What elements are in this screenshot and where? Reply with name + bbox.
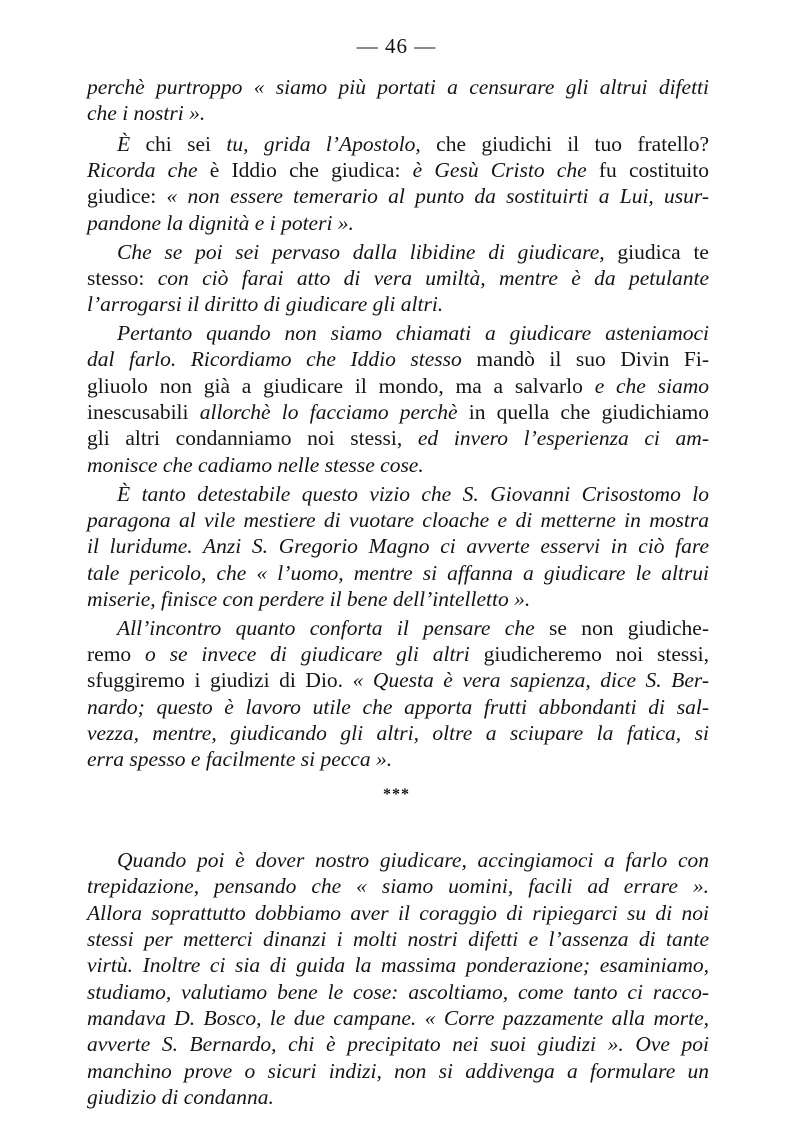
text-line: [87, 694, 709, 721]
text-line: [87, 667, 709, 694]
text-segment: dal farlo. Ricordiamo che Iddio stesso: [87, 347, 462, 371]
page-number: — 46 —: [356, 34, 437, 58]
text-segment: miserie, finisce con perdere il bene dell’intelletto ».: [87, 587, 531, 611]
text-segment: allorchè lo facciamo perchè: [199, 400, 458, 424]
text-line: [117, 481, 709, 508]
text-line: [87, 900, 709, 927]
text-segment: manchino prove o sicuri indizi, non si addivenga a formulare un: [87, 1059, 709, 1083]
text-line: [87, 533, 709, 560]
text-segment: e che siamo: [594, 374, 709, 398]
text-line: [117, 320, 709, 347]
text-segment: Pertanto quando non siamo chiamati a giudicare asteniamoci: [117, 321, 709, 345]
text-segment: Ricorda che: [87, 158, 198, 182]
text-segment: All’incontro quanto conforta il pensare che: [117, 616, 535, 640]
text-segment: gli altri condanniamo noi stessi,: [87, 426, 418, 450]
text-segment: l’arrogarsi il diritto di giudicare gli altri.: [87, 292, 444, 316]
text-segment: gliuolo non già a giudicare il mondo, ma a salvarlo: [87, 374, 595, 398]
text-segment: mandava D. Bosco, le due campane. « Corre pazzamente alla morte,: [87, 1006, 709, 1030]
text-segment: ed invero l’esperienza ci am-: [417, 426, 709, 450]
text-segment: studiamo, valutiamo bene le cose: ascoltiamo, come tanto ci racco-: [87, 980, 709, 1004]
text-segment: giudica te: [604, 240, 709, 264]
text-segment: « Questa è vera sapienza, dice S. Ber-: [352, 668, 709, 692]
text-line: [87, 1005, 709, 1032]
text-segment: sfuggiremo i giudizi di Dio.: [87, 668, 353, 692]
text-segment: remo: [87, 642, 146, 666]
text-line: [87, 586, 709, 613]
text-line: [117, 131, 709, 158]
text-segment: paragona al vile mestiere di vuotare cloache e di metterne in mostra: [87, 508, 709, 532]
text-line: [87, 641, 709, 668]
text-line: [87, 291, 709, 318]
text-line: [87, 873, 709, 900]
text-line: [87, 1084, 709, 1111]
text-line: [87, 265, 709, 292]
text-line: [87, 926, 709, 953]
text-segment: con ciò farai atto di vera umiltà, mentre è da petulante: [157, 266, 709, 290]
text-segment: vezza, mentre, giudicando gli altri, oltre a sciupare la fatica, si: [87, 721, 709, 745]
text-line: [87, 1031, 709, 1058]
text-segment: tale pericolo, che « l’uomo, mentre si affanna a giudicare le altrui: [87, 561, 709, 585]
text-line: [87, 157, 709, 184]
text-line: [87, 373, 709, 400]
text-line: [87, 979, 709, 1006]
text-line: [87, 1058, 709, 1085]
text-line: [87, 720, 709, 747]
text-segment: nardo; questo è lavoro utile che apporta frutti abbondanti di sal-: [87, 695, 709, 719]
text-segment: mandò il suo Divin Fi-: [461, 347, 709, 371]
text-segment: giudice:: [87, 184, 167, 208]
text-segment: è Iddio che giudica:: [197, 158, 413, 182]
text-line: [87, 399, 709, 426]
text-segment: giudizio di condanna.: [87, 1085, 274, 1109]
text-line: [87, 560, 709, 587]
text-line: [87, 952, 709, 979]
text-line: [87, 183, 709, 210]
text-segment: stessi per metterci dinanzi i molti nostri difetti e l’assenza di tante: [87, 927, 709, 951]
text-line: [117, 615, 709, 642]
text-segment: « non essere temerario al punto da sostituirti a Lui, usur-: [166, 184, 709, 208]
text-segment: avverte S. Bernardo, chi è precipitato nei suoi giudizi ». Ove poi: [87, 1032, 709, 1056]
text-segment: tu, grida l’Apostolo,: [226, 132, 421, 156]
text-segment: erra spesso e facilmente si pecca ».: [87, 747, 393, 771]
text-segment: trepidazione, pensando che « siamo uomini, facili ad errare ».: [87, 874, 709, 898]
text-line: [87, 74, 709, 101]
text-segment: virtù. Inoltre ci sia di guida la massima ponderazione; esaminiamo,: [87, 953, 709, 977]
text-segment: monisce che cadiamo nelle stesse cose.: [87, 453, 424, 477]
text-segment: perchè purtroppo « siamo più portati a censurare gli altrui difetti: [87, 75, 709, 99]
text-segment: chi sei: [130, 132, 227, 156]
text-line: [87, 746, 709, 773]
text-line: [87, 452, 709, 479]
text-segment: che giudichi il tuo fratello?: [420, 132, 709, 156]
text-segment: inescusabili: [87, 400, 200, 424]
text-segment: che i nostri ».: [87, 101, 206, 125]
text-line: [87, 100, 709, 127]
text-segment: Quando poi è dover nostro giudicare, accingiamoci a farlo con: [117, 848, 709, 872]
text-segment: Che se poi sei pervaso dalla libidine di giudicare,: [117, 240, 605, 264]
section-separator: ***: [383, 786, 410, 803]
text-segment: pandone la dignità e i poteri ».: [87, 211, 354, 235]
text-segment: fu costituito: [586, 158, 709, 182]
text-segment: È tanto detestabile questo vizio che S. Giovanni Crisostomo lo: [117, 482, 709, 506]
text-segment: o se invece di giudicare gli altri: [145, 642, 470, 666]
text-line: [87, 346, 709, 373]
text-segment: È: [117, 132, 131, 156]
text-segment: il luridume. Anzi S. Gregorio Magno ci avverte esservi in ciò fare: [87, 534, 709, 558]
text-line: [117, 239, 709, 266]
text-segment: giudicheremo noi stessi,: [469, 642, 709, 666]
text-segment: è Gesù Cristo che: [412, 158, 587, 182]
text-line: [87, 210, 709, 237]
text-line: [87, 425, 709, 452]
text-segment: in quella che giudichiamo: [457, 400, 709, 424]
text-line: [117, 847, 709, 874]
text-line: [87, 507, 709, 534]
text-segment: se non giudiche-: [534, 616, 709, 640]
text-segment: Allora soprattutto dobbiamo aver il coraggio di ripiegarci su di noi: [87, 901, 709, 925]
text-segment: stesso:: [87, 266, 158, 290]
